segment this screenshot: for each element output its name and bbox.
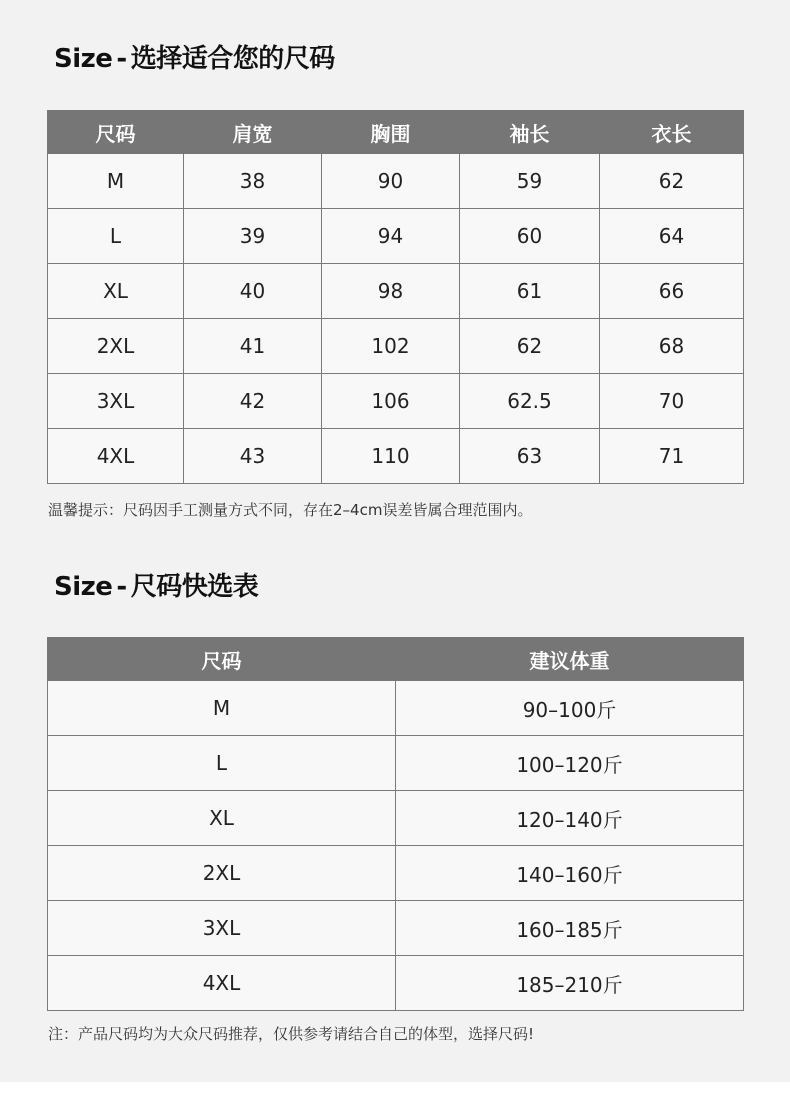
cell-weight: 90–100斤 — [396, 681, 744, 736]
size-measurement-header-row — [48, 111, 744, 154]
table-row — [48, 429, 744, 484]
cell-size: M — [48, 681, 396, 736]
table-row — [48, 154, 744, 209]
size-measurement-table — [47, 110, 744, 484]
cell-length: 68 — [600, 319, 744, 374]
cell-chest: 110 — [322, 429, 460, 484]
size-chart-title-dash: - — [116, 44, 127, 74]
quick-size-title-text: 尺码快选表 — [130, 572, 259, 602]
cell-shoulder: 41 — [184, 319, 322, 374]
header-chest: 胸围 — [322, 111, 460, 154]
cell-chest: 98 — [322, 264, 460, 319]
table-row — [48, 791, 744, 846]
cell-chest: 94 — [322, 209, 460, 264]
cell-sleeve: 59 — [460, 154, 600, 209]
cell-shoulder: 39 — [184, 209, 322, 264]
table-row — [48, 681, 744, 736]
cell-weight: 120–140斤 — [396, 791, 744, 846]
header-shoulder: 肩宽 — [184, 111, 322, 154]
cell-size: XL — [48, 264, 184, 319]
cell-weight: 185–210斤 — [396, 956, 744, 1011]
cell-chest: 102 — [322, 319, 460, 374]
size-recommendation-note: 注：产品尺码均为大众尺码推荐，仅供参考请结合自己的体型，选择尺码! — [48, 1025, 535, 1043]
cell-size: 3XL — [48, 901, 396, 956]
table-row — [48, 736, 744, 791]
quick-size-title — [54, 566, 258, 603]
cell-length: 62 — [600, 154, 744, 209]
cell-length: 66 — [600, 264, 744, 319]
quick-size-title-prefix: Size — [54, 572, 113, 602]
cell-size: L — [48, 736, 396, 791]
cell-shoulder: 40 — [184, 264, 322, 319]
cell-size: 2XL — [48, 319, 184, 374]
cell-weight: 160–185斤 — [396, 901, 744, 956]
cell-size: 2XL — [48, 846, 396, 901]
cell-size: 4XL — [48, 956, 396, 1011]
cell-weight: 140–160斤 — [396, 846, 744, 901]
cell-length: 64 — [600, 209, 744, 264]
table-row — [48, 374, 744, 429]
table-row — [48, 209, 744, 264]
measurement-tolerance-note: 温馨提示：尺码因手工测量方式不同，存在2–4cm误差皆属合理范围内。 — [48, 501, 533, 519]
header-recommended-weight: 建议体重 — [396, 638, 744, 681]
cell-chest: 90 — [322, 154, 460, 209]
cell-weight: 100–120斤 — [396, 736, 744, 791]
cell-sleeve: 63 — [460, 429, 600, 484]
cell-shoulder: 42 — [184, 374, 322, 429]
size-chart-title — [54, 38, 335, 75]
size-chart-title-prefix: Size — [54, 44, 113, 74]
cell-size: L — [48, 209, 184, 264]
header-sleeve: 袖长 — [460, 111, 600, 154]
quick-size-table — [47, 637, 744, 1011]
cell-chest: 106 — [322, 374, 460, 429]
header-size: 尺码 — [48, 638, 396, 681]
cell-shoulder: 38 — [184, 154, 322, 209]
cell-size: XL — [48, 791, 396, 846]
cell-sleeve: 61 — [460, 264, 600, 319]
table-row — [48, 319, 744, 374]
cell-size: 4XL — [48, 429, 184, 484]
table-row — [48, 956, 744, 1011]
cell-sleeve: 62 — [460, 319, 600, 374]
cell-shoulder: 43 — [184, 429, 322, 484]
table-row — [48, 264, 744, 319]
size-chart-title-text: 选择适合您的尺码 — [130, 44, 335, 74]
cell-size: M — [48, 154, 184, 209]
cell-sleeve: 60 — [460, 209, 600, 264]
cell-length: 70 — [600, 374, 744, 429]
cell-sleeve: 62.5 — [460, 374, 600, 429]
header-length: 衣长 — [600, 111, 744, 154]
table-row — [48, 901, 744, 956]
cell-size: 3XL — [48, 374, 184, 429]
quick-size-header-row — [48, 638, 744, 681]
cell-length: 71 — [600, 429, 744, 484]
header-size: 尺码 — [48, 111, 184, 154]
bottom-strip — [0, 1082, 790, 1103]
quick-size-title-dash: - — [116, 572, 127, 602]
table-row — [48, 846, 744, 901]
